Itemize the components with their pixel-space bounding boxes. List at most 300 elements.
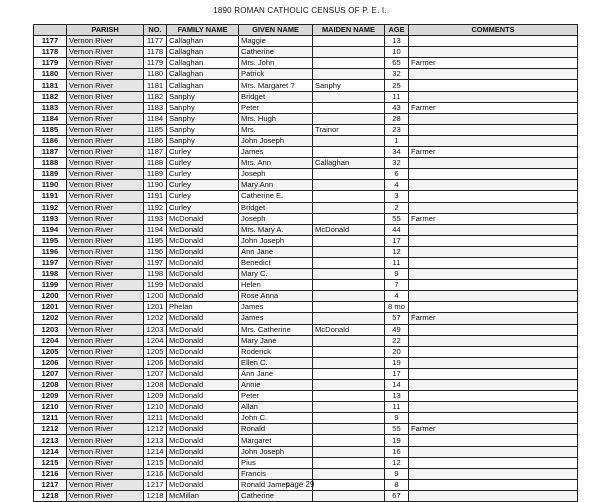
census-table — [33, 24, 578, 502]
comments-cell — [409, 257, 578, 268]
column-header-given-name: GIVEN NAME — [239, 25, 313, 36]
maiden-name-cell: Trainor — [313, 124, 385, 135]
comments-cell — [409, 446, 578, 457]
row-index: 1208 — [34, 380, 67, 391]
given-name-cell: Ann Jane — [239, 246, 313, 257]
age-cell: 1 — [385, 135, 409, 146]
number-cell: 1197 — [144, 257, 167, 268]
maiden-name-cell — [313, 191, 385, 202]
parish-cell: Vernon River — [67, 302, 144, 313]
family-name-cell: McDonald — [167, 457, 239, 468]
given-name-cell: Mrs. — [239, 124, 313, 135]
given-name-cell: Catherine — [239, 47, 313, 58]
comments-cell: Farmer — [409, 213, 578, 224]
number-cell: 1200 — [144, 291, 167, 302]
age-cell: 19 — [385, 357, 409, 368]
number-cell: 1191 — [144, 191, 167, 202]
given-name-cell: Ellen C. — [239, 357, 313, 368]
family-name-cell: Sanphy — [167, 91, 239, 102]
column-header-index — [34, 25, 67, 36]
family-name-cell: McDonald — [167, 357, 239, 368]
table-row — [34, 291, 578, 302]
row-index: 1210 — [34, 402, 67, 413]
parish-cell: Vernon River — [67, 335, 144, 346]
family-name-cell: Callaghan — [167, 36, 239, 47]
maiden-name-cell — [313, 413, 385, 424]
comments-cell: Farmer — [409, 58, 578, 69]
family-name-cell: Callaghan — [167, 58, 239, 69]
parish-cell: Vernon River — [67, 58, 144, 69]
maiden-name-cell — [313, 58, 385, 69]
table-row — [34, 324, 578, 335]
table-row — [34, 368, 578, 379]
family-name-cell: Curley — [167, 169, 239, 180]
maiden-name-cell — [313, 246, 385, 257]
parish-cell: Vernon River — [67, 69, 144, 80]
number-cell: 1198 — [144, 269, 167, 280]
number-cell: 1193 — [144, 213, 167, 224]
table-row — [34, 91, 578, 102]
maiden-name-cell — [313, 490, 385, 501]
given-name-cell: Margaret — [239, 435, 313, 446]
row-index: 1179 — [34, 58, 67, 69]
table-row — [34, 113, 578, 124]
page-title: 1890 ROMAN CATHOLIC CENSUS OF P. E. I. — [213, 6, 387, 15]
table-row — [34, 380, 578, 391]
comments-cell — [409, 124, 578, 135]
maiden-name-cell — [313, 402, 385, 413]
given-name-cell: Mary C. — [239, 269, 313, 280]
maiden-name-cell — [313, 180, 385, 191]
row-index: 1209 — [34, 391, 67, 402]
parish-cell: Vernon River — [67, 269, 144, 280]
table-row — [34, 147, 578, 158]
age-cell: 16 — [385, 446, 409, 457]
row-index: 1198 — [34, 269, 67, 280]
comments-cell — [409, 302, 578, 313]
number-cell: 1203 — [144, 324, 167, 335]
given-name-cell: Mary Ann — [239, 180, 313, 191]
number-cell: 1218 — [144, 490, 167, 501]
table-row — [34, 435, 578, 446]
row-index: 1180 — [34, 69, 67, 80]
maiden-name-cell: Sanphy — [313, 80, 385, 91]
given-name-cell: Allan — [239, 402, 313, 413]
family-name-cell: McDonald — [167, 224, 239, 235]
maiden-name-cell — [313, 69, 385, 80]
comments-cell: Farmer — [409, 102, 578, 113]
parish-cell: Vernon River — [67, 435, 144, 446]
given-name-cell: Ann Jane — [239, 368, 313, 379]
maiden-name-cell — [313, 169, 385, 180]
table-row — [34, 357, 578, 368]
table-row — [34, 468, 578, 479]
family-name-cell: McDonald — [167, 257, 239, 268]
column-header-family-name: FAMILY NAME — [167, 25, 239, 36]
table-row — [34, 280, 578, 291]
parish-cell: Vernon River — [67, 80, 144, 91]
number-cell: 1194 — [144, 224, 167, 235]
given-name-cell: Bridget — [239, 91, 313, 102]
number-cell: 1182 — [144, 91, 167, 102]
row-index: 1203 — [34, 324, 67, 335]
parish-cell: Vernon River — [67, 213, 144, 224]
row-index: 1197 — [34, 257, 67, 268]
table-row — [34, 169, 578, 180]
given-name-cell: Maggie — [239, 36, 313, 47]
number-cell: 1210 — [144, 402, 167, 413]
family-name-cell: McDonald — [167, 468, 239, 479]
given-name-cell: Annie — [239, 380, 313, 391]
maiden-name-cell: McDonald — [313, 224, 385, 235]
age-cell: 28 — [385, 113, 409, 124]
family-name-cell: McDonald — [167, 235, 239, 246]
maiden-name-cell — [313, 36, 385, 47]
given-name-cell: Joseph — [239, 169, 313, 180]
given-name-cell: Mrs. Ann — [239, 158, 313, 169]
age-cell: 67 — [385, 490, 409, 501]
row-index: 1182 — [34, 91, 67, 102]
table-row — [34, 191, 578, 202]
parish-cell: Vernon River — [67, 346, 144, 357]
comments-cell — [409, 69, 578, 80]
given-name-cell: Joseph — [239, 213, 313, 224]
comments-cell — [409, 413, 578, 424]
row-index: 1202 — [34, 313, 67, 324]
age-cell: 55 — [385, 213, 409, 224]
age-cell: 8 — [385, 479, 409, 490]
family-name-cell: McDonald — [167, 213, 239, 224]
comments-cell — [409, 91, 578, 102]
parish-cell: Vernon River — [67, 135, 144, 146]
age-cell: 4 — [385, 291, 409, 302]
age-cell: 9 — [385, 468, 409, 479]
number-cell: 1186 — [144, 135, 167, 146]
comments-cell — [409, 135, 578, 146]
column-header-parish: PARISH — [67, 25, 144, 36]
comments-cell — [409, 468, 578, 479]
given-name-cell: James — [239, 302, 313, 313]
row-index: 1188 — [34, 158, 67, 169]
family-name-cell: Curley — [167, 158, 239, 169]
maiden-name-cell — [313, 346, 385, 357]
comments-cell — [409, 324, 578, 335]
comments-cell — [409, 191, 578, 202]
maiden-name-cell — [313, 280, 385, 291]
table-row — [34, 446, 578, 457]
age-cell: 8 mo — [385, 302, 409, 313]
comments-cell — [409, 346, 578, 357]
given-name-cell: John Joseph — [239, 446, 313, 457]
maiden-name-cell — [313, 257, 385, 268]
maiden-name-cell — [313, 368, 385, 379]
comments-cell — [409, 457, 578, 468]
row-index: 1185 — [34, 124, 67, 135]
comments-cell — [409, 169, 578, 180]
table-row — [34, 457, 578, 468]
comments-cell — [409, 158, 578, 169]
maiden-name-cell — [313, 357, 385, 368]
parish-cell: Vernon River — [67, 424, 144, 435]
maiden-name-cell — [313, 446, 385, 457]
family-name-cell: Callaghan — [167, 80, 239, 91]
comments-cell — [409, 280, 578, 291]
row-index: 1187 — [34, 147, 67, 158]
parish-cell: Vernon River — [67, 413, 144, 424]
parish-cell: Vernon River — [67, 468, 144, 479]
table-row — [34, 235, 578, 246]
maiden-name-cell: McDonald — [313, 324, 385, 335]
row-index: 1177 — [34, 36, 67, 47]
maiden-name-cell — [313, 313, 385, 324]
row-index: 1192 — [34, 202, 67, 213]
family-name-cell: McDonald — [167, 380, 239, 391]
comments-cell — [409, 246, 578, 257]
family-name-cell: McDonald — [167, 391, 239, 402]
age-cell: 11 — [385, 257, 409, 268]
parish-cell: Vernon River — [67, 324, 144, 335]
family-name-cell: Callaghan — [167, 47, 239, 58]
maiden-name-cell — [313, 435, 385, 446]
parish-cell: Vernon River — [67, 180, 144, 191]
table-row — [34, 313, 578, 324]
comments-cell — [409, 47, 578, 58]
table-row — [34, 246, 578, 257]
parish-cell: Vernon River — [67, 113, 144, 124]
family-name-cell: McDonald — [167, 246, 239, 257]
row-index: 1191 — [34, 191, 67, 202]
parish-cell: Vernon River — [67, 257, 144, 268]
row-index: 1183 — [34, 102, 67, 113]
maiden-name-cell — [313, 457, 385, 468]
family-name-cell: Curley — [167, 202, 239, 213]
age-cell: 32 — [385, 69, 409, 80]
number-cell: 1214 — [144, 446, 167, 457]
age-cell: 2 — [385, 202, 409, 213]
comments-cell — [409, 235, 578, 246]
maiden-name-cell — [313, 269, 385, 280]
given-name-cell: Mrs. Hugh — [239, 113, 313, 124]
table-row — [34, 402, 578, 413]
parish-cell: Vernon River — [67, 479, 144, 490]
given-name-cell: Ronald — [239, 424, 313, 435]
number-cell: 1188 — [144, 158, 167, 169]
given-name-cell: Rose Anna — [239, 291, 313, 302]
age-cell: 13 — [385, 36, 409, 47]
number-cell: 1206 — [144, 357, 167, 368]
age-cell: 3 — [385, 191, 409, 202]
parish-cell: Vernon River — [67, 36, 144, 47]
parish-cell: Vernon River — [67, 91, 144, 102]
table-row — [34, 80, 578, 91]
row-index: 1217 — [34, 479, 67, 490]
number-cell: 1195 — [144, 235, 167, 246]
maiden-name-cell — [313, 335, 385, 346]
table-row — [34, 180, 578, 191]
given-name-cell: Patrick — [239, 69, 313, 80]
given-name-cell: John C. — [239, 413, 313, 424]
number-cell: 1209 — [144, 391, 167, 402]
family-name-cell: McDonald — [167, 313, 239, 324]
maiden-name-cell — [313, 302, 385, 313]
comments-cell — [409, 80, 578, 91]
header-row — [34, 25, 578, 36]
number-cell: 1178 — [144, 47, 167, 58]
column-header-maiden-name: MAIDEN NAME — [313, 25, 385, 36]
comments-cell — [409, 402, 578, 413]
row-index: 1193 — [34, 213, 67, 224]
maiden-name-cell — [313, 102, 385, 113]
maiden-name-cell — [313, 213, 385, 224]
age-cell: 6 — [385, 169, 409, 180]
age-cell: 57 — [385, 313, 409, 324]
parish-cell: Vernon River — [67, 169, 144, 180]
family-name-cell: McDonald — [167, 324, 239, 335]
row-index: 1213 — [34, 435, 67, 446]
parish-cell: Vernon River — [67, 446, 144, 457]
family-name-cell: Sanphy — [167, 102, 239, 113]
table-row — [34, 202, 578, 213]
row-index: 1186 — [34, 135, 67, 146]
parish-cell: Vernon River — [67, 102, 144, 113]
family-name-cell: McDonald — [167, 402, 239, 413]
table-row — [34, 346, 578, 357]
given-name-cell: Helen — [239, 280, 313, 291]
parish-cell: Vernon River — [67, 191, 144, 202]
family-name-cell: McDonald — [167, 280, 239, 291]
number-cell: 1192 — [144, 202, 167, 213]
table-row — [34, 391, 578, 402]
family-name-cell: McDonald — [167, 413, 239, 424]
row-index: 1181 — [34, 80, 67, 91]
table-row — [34, 490, 578, 501]
parish-cell: Vernon River — [67, 202, 144, 213]
parish-cell: Vernon River — [67, 224, 144, 235]
maiden-name-cell — [313, 113, 385, 124]
age-cell: 4 — [385, 180, 409, 191]
row-index: 1216 — [34, 468, 67, 479]
number-cell: 1190 — [144, 180, 167, 191]
comments-cell — [409, 380, 578, 391]
number-cell: 1180 — [144, 69, 167, 80]
number-cell: 1196 — [144, 246, 167, 257]
parish-cell: Vernon River — [67, 313, 144, 324]
table-row — [34, 135, 578, 146]
table-row — [34, 424, 578, 435]
parish-cell: Vernon River — [67, 124, 144, 135]
row-index: 1205 — [34, 346, 67, 357]
table-row — [34, 213, 578, 224]
age-cell: 17 — [385, 368, 409, 379]
number-cell: 1202 — [144, 313, 167, 324]
number-cell: 1208 — [144, 380, 167, 391]
family-name-cell: Callaghan — [167, 69, 239, 80]
maiden-name-cell — [313, 202, 385, 213]
maiden-name-cell — [313, 468, 385, 479]
row-index: 1212 — [34, 424, 67, 435]
comments-cell — [409, 202, 578, 213]
age-cell: 44 — [385, 224, 409, 235]
age-cell: 25 — [385, 80, 409, 91]
row-index: 1204 — [34, 335, 67, 346]
given-name-cell: Mrs. Margaret ? — [239, 80, 313, 91]
parish-cell: Vernon River — [67, 391, 144, 402]
comments-cell — [409, 36, 578, 47]
row-index: 1201 — [34, 302, 67, 313]
family-name-cell: Sanphy — [167, 124, 239, 135]
parish-cell: Vernon River — [67, 357, 144, 368]
given-name-cell: Bridget — [239, 202, 313, 213]
parish-cell: Vernon River — [67, 280, 144, 291]
age-cell: 7 — [385, 280, 409, 291]
parish-cell: Vernon River — [67, 368, 144, 379]
family-name-cell: McDonald — [167, 446, 239, 457]
maiden-name-cell — [313, 424, 385, 435]
row-index: 1195 — [34, 235, 67, 246]
maiden-name-cell — [313, 235, 385, 246]
row-index: 1218 — [34, 490, 67, 501]
number-cell: 1201 — [144, 302, 167, 313]
age-cell: 12 — [385, 457, 409, 468]
maiden-name-cell — [313, 47, 385, 58]
table-row — [34, 36, 578, 47]
given-name-cell: Roderick — [239, 346, 313, 357]
row-index: 1194 — [34, 224, 67, 235]
comments-cell — [409, 335, 578, 346]
maiden-name-cell: Callaghan — [313, 158, 385, 169]
row-index: 1199 — [34, 280, 67, 291]
comments-cell: Farmer — [409, 424, 578, 435]
age-cell: 20 — [385, 346, 409, 357]
age-cell: 10 — [385, 47, 409, 58]
comments-cell — [409, 269, 578, 280]
age-cell: 43 — [385, 102, 409, 113]
parish-cell: Vernon River — [67, 291, 144, 302]
family-name-cell: McDonald — [167, 435, 239, 446]
row-index: 1214 — [34, 446, 67, 457]
number-cell: 1205 — [144, 346, 167, 357]
age-cell: 9 — [385, 269, 409, 280]
family-name-cell: McDonald — [167, 368, 239, 379]
number-cell: 1199 — [144, 280, 167, 291]
table-row — [34, 58, 578, 69]
age-cell: 11 — [385, 402, 409, 413]
given-name-cell: Peter — [239, 391, 313, 402]
given-name-cell: Ronald James — [239, 479, 313, 490]
maiden-name-cell — [313, 291, 385, 302]
number-cell: 1216 — [144, 468, 167, 479]
age-cell: 49 — [385, 324, 409, 335]
age-cell: 17 — [385, 235, 409, 246]
table-row — [34, 257, 578, 268]
table-row — [34, 47, 578, 58]
family-name-cell: McDonald — [167, 424, 239, 435]
age-cell: 65 — [385, 58, 409, 69]
family-name-cell: McMillan — [167, 490, 239, 501]
comments-cell — [409, 291, 578, 302]
maiden-name-cell — [313, 380, 385, 391]
comments-cell — [409, 368, 578, 379]
maiden-name-cell — [313, 147, 385, 158]
number-cell: 1213 — [144, 435, 167, 446]
number-cell: 1207 — [144, 368, 167, 379]
table-row — [34, 69, 578, 80]
number-cell: 1204 — [144, 335, 167, 346]
family-name-cell: McDonald — [167, 269, 239, 280]
row-index: 1211 — [34, 413, 67, 424]
row-index: 1206 — [34, 357, 67, 368]
family-name-cell: Curley — [167, 180, 239, 191]
